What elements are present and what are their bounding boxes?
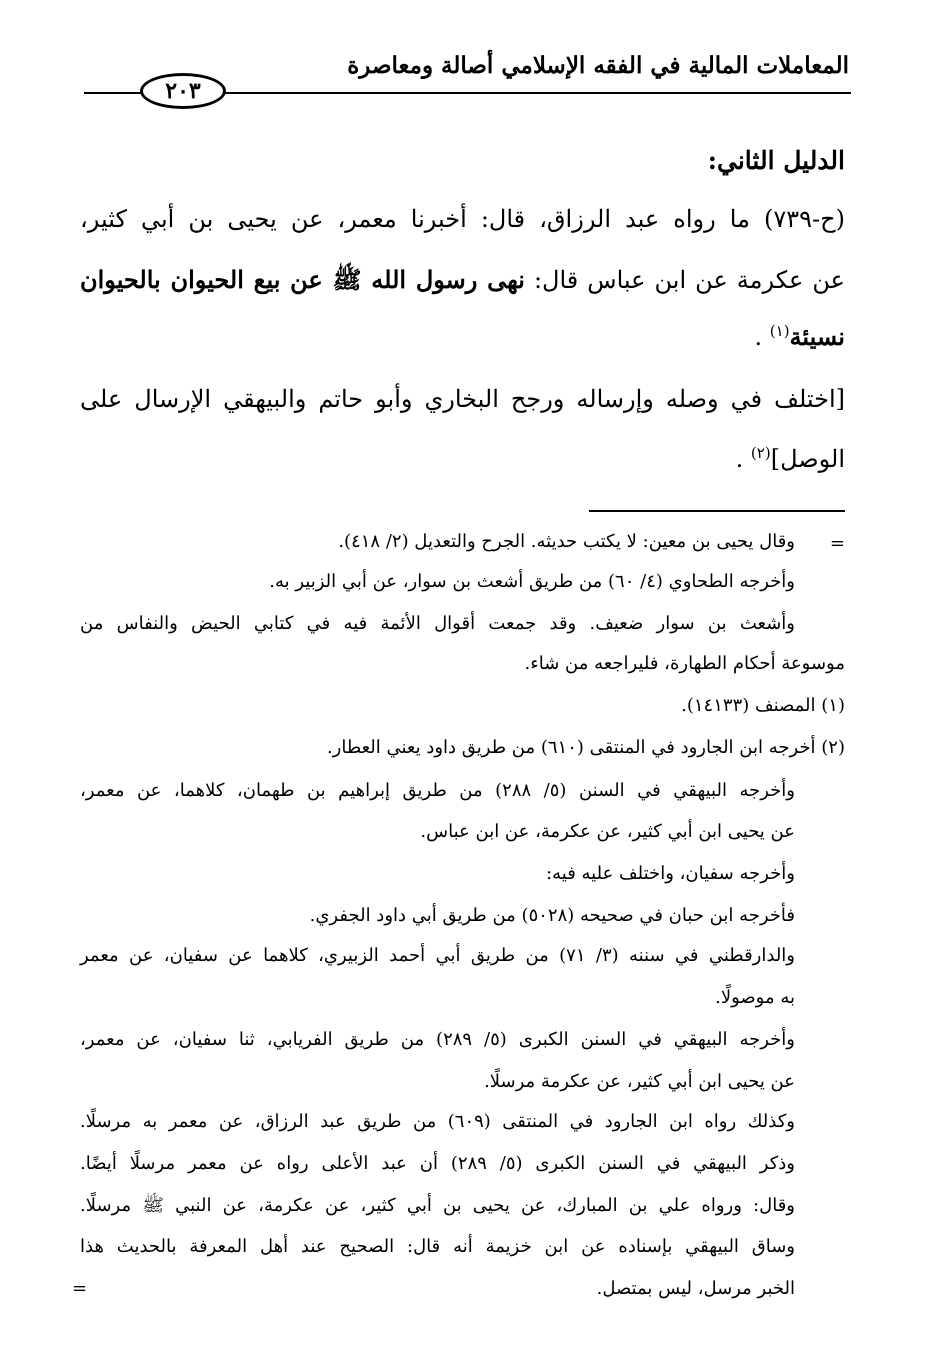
footnote-line: به موصولًا. [715, 987, 795, 1008]
footnote-line: وأخرجه الطحاوي (٤/ ٦٠) من طريق أشعث بن سوار، عن أبي الزبير به. [269, 571, 795, 592]
footnote-line: عن يحيى ابن أبي كثير، عن عكرمة مرسلًا. [484, 1071, 795, 1092]
footnote-line: وذكر البيهقي في السنن الكبرى (٥/ ٢٨٩) أن عبد الأعلى رواه عن معمر مرسلًا أيضًا. [80, 1153, 796, 1174]
footnote-line: وأشعث بن سوار ضعيف. وقد جمعت أقوال الأئمة فيه في كتابي الحيض والنفاس من [80, 613, 795, 634]
body-line [754, 322, 845, 351]
footnote-line: وساق البيهقي بإسناده عن ابن خزيمة أنه قال: الصحيح عند أهل المعرفة بالحديث هذا [80, 1236, 795, 1257]
footnote-ref: (١) [769, 322, 790, 340]
body-line: [اختلف في وصله وإرساله ورجح البخاري وأبو حاتم والبيهقي الإرسال على [80, 385, 845, 413]
footnote-line: وقال: ورواه علي بن المبارك، عن يحيى بن أبي كثير، عن عكرمة، عن النبي ﷺ مرسلًا. [80, 1195, 795, 1216]
body-line [80, 265, 845, 300]
body-text: الوصل] [770, 445, 845, 473]
footnote-line: موسوعة أحكام الطهارة، فليراجعه من شاء. [524, 653, 845, 674]
section-heading: الدليل الثاني: [707, 146, 845, 175]
footnote-line: وكذلك رواه ابن الجارود في المنتقى (٦٠٩) من طريق عبد الرزاق، عن معمر به مرسلًا. [80, 1111, 795, 1132]
footnote-separator [589, 510, 845, 512]
footnote-line: وأخرجه سفيان، واختلف عليه فيه: [546, 863, 795, 884]
body-line [736, 444, 845, 473]
footnote-line: وأخرجه البيهقي في السنن (٥/ ٢٨٨) من طريق إبراهيم بن طهمان، كلاهما، عن معمر، [80, 780, 796, 801]
footnote-line: وقال يحيى بن معين: لا يكتب حديثه. الجرح والتعديل (٢/ ٤١٨). [338, 531, 795, 552]
footnote-ref: (٢) [750, 444, 771, 462]
footnote-line: والدارقطني في سننه (٣/ ٧١) من طريق أبي أحمد الزبيري، كلاهما عن سفيان، عن معمر [80, 945, 795, 966]
footnote-2: (٢) أخرجه ابن الجارود في المنتقى (٦١٠) من طريق داود يعني العطار. [326, 737, 845, 758]
footnote-1: (١) المصنف (١٤١٣٣). [681, 695, 845, 716]
footnote-line: عن يحيى ابن أبي كثير، عن عكرمة، عن ابن عباس. [420, 821, 795, 842]
footnote-line: وأخرجه البيهقي في السنن الكبرى (٥/ ٢٨٩) من طريق الفريابي، ثنا سفيان، عن معمر، [80, 1029, 795, 1050]
hadith-text: نسيئة [789, 322, 845, 351]
body-text: عن عكرمة عن ابن عباس قال: [533, 266, 845, 294]
continuation-marker: = [829, 533, 845, 554]
continuation-marker: = [72, 1278, 88, 1299]
page-number: ٢٠٣ [165, 78, 201, 104]
footnote-line: الخبر مرسل، ليس بمتصل. [596, 1278, 795, 1299]
period: . [735, 445, 744, 473]
hadith-text: نهى رسول الله ﷺ عن بيع الحيوان بالحيوان [80, 265, 525, 294]
page-number-badge [140, 73, 226, 109]
footnote-line: فأخرجه ابن حبان في صحيحه (٥٠٢٨) من طريق أبي داود الجفري. [309, 905, 795, 926]
running-header-title: المعاملات المالية في الفقه الإسلامي أصالة ومعاصرة [347, 52, 849, 79]
body-line: (ح-٧٣٩) ما رواه عبد الرزاق، قال: أخبرنا معمر، عن يحيى بن أبي كثير، [80, 205, 845, 233]
period: . [754, 323, 763, 351]
